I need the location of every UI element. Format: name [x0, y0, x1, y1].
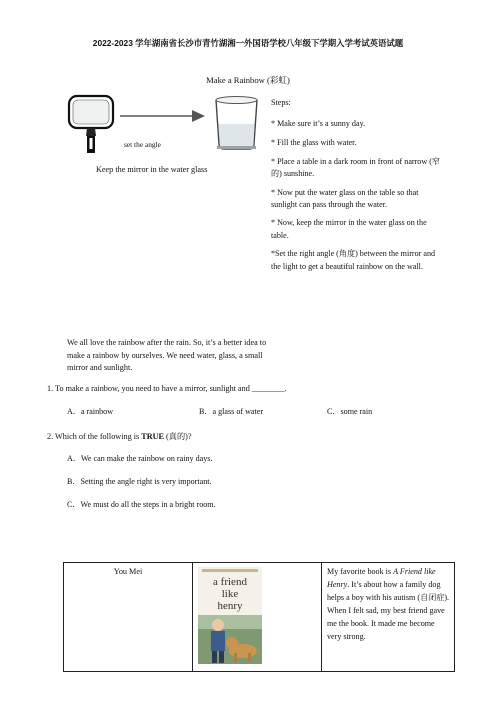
reading-heading: Make a Rainbow (彩虹)	[206, 75, 290, 85]
person-name: You Mei	[113, 567, 143, 576]
steps-list	[271, 97, 443, 279]
cover-title-line: a friend	[213, 576, 247, 588]
description-cell	[322, 563, 455, 672]
angle-label: set the angle	[124, 140, 161, 149]
description-text-end: . It’s about how a family dog helps a boy with his autism (自闭症). When I felt sad, my best friend gave me the book. It made me become very strong.	[327, 580, 450, 642]
description-text: My favorite book is	[327, 567, 394, 576]
hand-mirror-icon	[69, 96, 113, 153]
q2-emphasis: TRUE	[141, 432, 164, 441]
q2-option-b: B．Setting the angle right is very important.	[67, 477, 212, 486]
page-title: 2022-2023 学年湖南省长沙市青竹湖湘一外国语学校八年级下学期入学考试英语试题	[92, 38, 404, 48]
step-item: *Set the right angle (角度) between the mirror and the light to get a beautiful rainbow on the wall.	[271, 249, 436, 271]
step-item: * Make sure it’s a sunny day.	[271, 119, 366, 129]
book-description	[322, 563, 454, 644]
step-item: * Place a table in a dark room in front of narrow (窄的) sunshine.	[271, 156, 441, 178]
step-item: * Fill the glass with water.	[271, 137, 357, 147]
book-cover-image	[198, 567, 262, 664]
cover-title-line: like	[221, 588, 239, 600]
book-table	[63, 562, 455, 672]
intro-paragraph: We all love the rainbow after the rain. So, it’s a better idea to make a rainbow by ourselves. We need water, glass, a small mirror and sunlight.	[67, 338, 267, 373]
steps-heading: Steps:	[271, 98, 291, 107]
step-item: * Now, keep the mirror in the water glass on the table.	[271, 218, 427, 240]
cover-cell	[193, 563, 322, 672]
q1-option-c: C．some rain	[327, 407, 373, 416]
right-arrow-icon	[120, 110, 205, 122]
q2-text-end: (真的)?	[163, 432, 192, 441]
q2-option-a: A．We can make the rainbow on rainy days.	[67, 454, 213, 463]
q2-text: 2. Which of the following is	[47, 432, 142, 441]
question-1: 1. To make a rainbow, you need to have a mirror, sunlight and ________.	[47, 384, 287, 393]
step-item: * Now put the water glass on the table so that sunlight can pass through the water.	[271, 187, 419, 209]
rainbow-figure	[66, 94, 266, 158]
cover-photo	[198, 567, 262, 664]
name-cell	[64, 563, 193, 672]
q2-option-c: C．We must do all the steps in a bright room.	[67, 500, 216, 509]
book-title: A Friend like Henry	[327, 567, 436, 590]
cover-title-line: henry	[217, 600, 243, 612]
water-glass-icon	[216, 97, 257, 150]
table-row	[64, 563, 455, 672]
q1-option-a: A．a rainbow	[67, 407, 114, 416]
q1-option-b: B．a glass of water	[199, 407, 264, 416]
figure-caption: Keep the mirror in the water glass	[96, 165, 208, 174]
question-2	[47, 431, 192, 442]
